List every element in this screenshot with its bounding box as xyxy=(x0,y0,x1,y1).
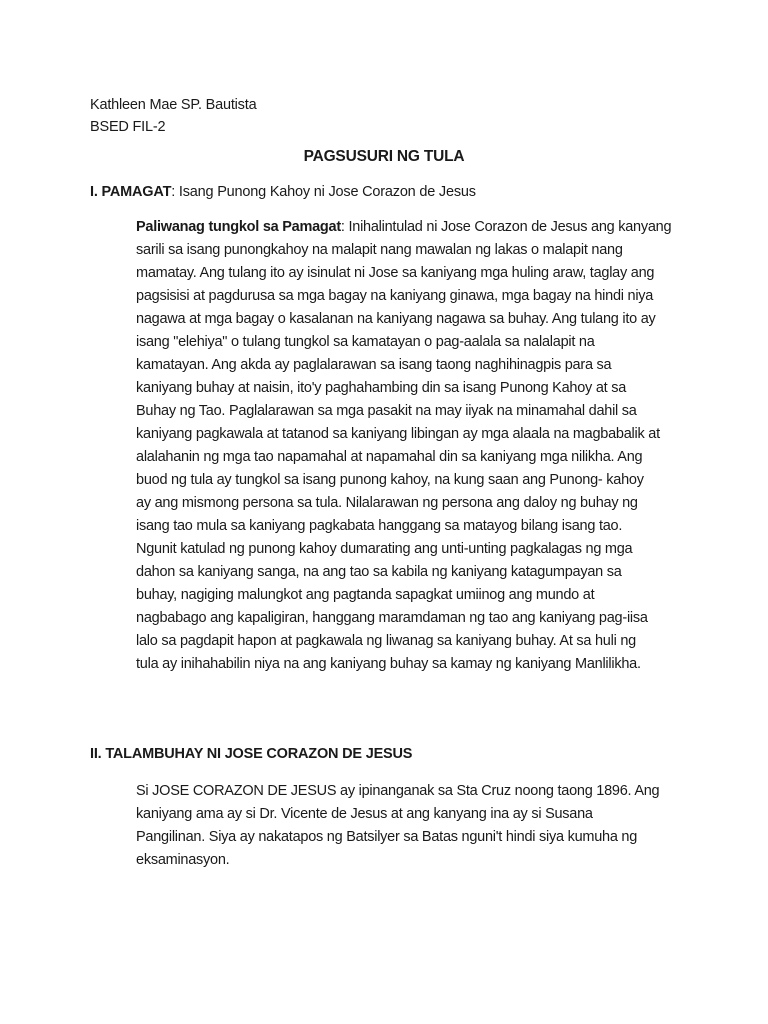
paragraph-line: Si JOSE CORAZON DE JESUS ay ipinanganak sa Sta Cruz noong taong 1896. Ang xyxy=(136,783,660,799)
section-1-heading xyxy=(90,181,476,203)
section-1-separator: : xyxy=(171,184,176,200)
paragraph-line: lalo sa pagdapit hapon at pagkawala ng liwanag sa kaniyang buhay. At sa huli ng xyxy=(136,633,636,649)
author-course: BSED FIL-2 xyxy=(90,119,166,135)
paragraph-line: buhay, nagiging malungkot ang pagtanda sapagkat umiinog ang mundo at xyxy=(136,587,595,603)
section-1-paragraph xyxy=(136,216,684,676)
paragraph-line xyxy=(136,216,684,239)
paragraph-line: kaniyang ama ay si Dr. Vicente de Jesus at ang kanyang ina ay si Susana xyxy=(136,806,593,822)
paragraph-line: sarili sa isang punongkahoy na malapit nang mawalan ng lakas o malapit nang xyxy=(136,242,623,258)
section-1-label: I. PAMAGAT xyxy=(90,184,172,200)
section-2-heading xyxy=(90,743,412,765)
author-block xyxy=(90,94,256,138)
paragraph-line: Ngunit katulad ng punong kahoy dumarating ang unti-unting pagkalagas ng mga xyxy=(136,541,633,557)
paragraph-line: isang "elehiya" o tulang tungkol sa kamatayan o pag-aalala sa nalalapit na xyxy=(136,334,595,350)
paragraph-line: pagsisisi at pagdurusa sa mga bagay na kaniyang ginawa, mga bagay na hindi niya xyxy=(136,288,654,304)
paragraph-line: alalahanin ng mga tao napamahal at napamahal din sa kaniyang mga nilikha. Ang xyxy=(136,449,643,465)
author-name: Kathleen Mae SP. Bautista xyxy=(90,97,257,113)
document-title: PAGSUSURI NG TULA xyxy=(303,148,465,165)
paragraph-line: Pangilinan. Siya ay nakatapos ng Batsilyer sa Batas nguni't hindi siya kumuha ng xyxy=(136,829,638,845)
paragraph-line: Buhay ng Tao. Paglalarawan sa mga pasakit na may iiyak na minamahal dahil sa xyxy=(136,403,637,419)
paragraph-line: ay ang mismong persona sa tula. Nilalarawan ng persona ang daloy ng buhay ng xyxy=(136,495,638,511)
paragraph-line: mamatay. Ang tulang ito ay isinulat ni Jose sa kaniyang mga huling araw, taglay ang xyxy=(136,265,655,281)
paragraph-line: nagbabago ang kapaligiran, hanggang maramdaman ng tao ang kaniyang pag-iisa xyxy=(136,610,648,626)
paragraph-line: eksaminasyon. xyxy=(136,852,230,868)
paragraph-lead: Paliwanag tungkol sa Pamagat xyxy=(136,219,341,235)
paragraph-line: dahon sa kaniyang sanga, na ang tao sa kabila ng kaniyang katagumpayan sa xyxy=(136,564,622,580)
paragraph-line: isang tao mula sa kaniyang pagkabata hanggang sa matayog bilang isang tao. xyxy=(136,518,623,534)
paragraph-line: nagawa at mga bagay o kasalanan na kaniyang nagawa sa buhay. Ang tulang ito ay xyxy=(136,311,656,327)
paragraph-line: buod ng tula ay tungkol sa isang punong kahoy, na kung saan ang Punong- kahoy xyxy=(136,472,644,488)
paragraph-line: kaniyang buhay at naisin, ito'y paghahambing din sa isang Punong Kahoy at sa xyxy=(136,380,627,396)
section-2-label: II. TALAMBUHAY NI JOSE CORAZON DE JESUS xyxy=(90,746,413,762)
paragraph-line: kamatayan. Ang akda ay paglalarawan sa isang taong naghihinagpis para sa xyxy=(136,357,612,373)
paragraph-line: kaniyang pagkawala at tatanod sa kaniyang libingan ay mga alaala na magbabalik at xyxy=(136,426,660,442)
paragraph-line: tula ay inihahabilin niya na ang kaniyang buhay sa kamay ng kaniyang Manlilikha. xyxy=(136,656,641,672)
section-2-paragraph xyxy=(136,780,684,872)
paragraph-line-text: : Inihalintulad ni Jose Corazon de Jesus ang kanyang xyxy=(340,219,672,235)
section-1-value: Isang Punong Kahoy ni Jose Corazon de Jesus xyxy=(175,184,476,200)
